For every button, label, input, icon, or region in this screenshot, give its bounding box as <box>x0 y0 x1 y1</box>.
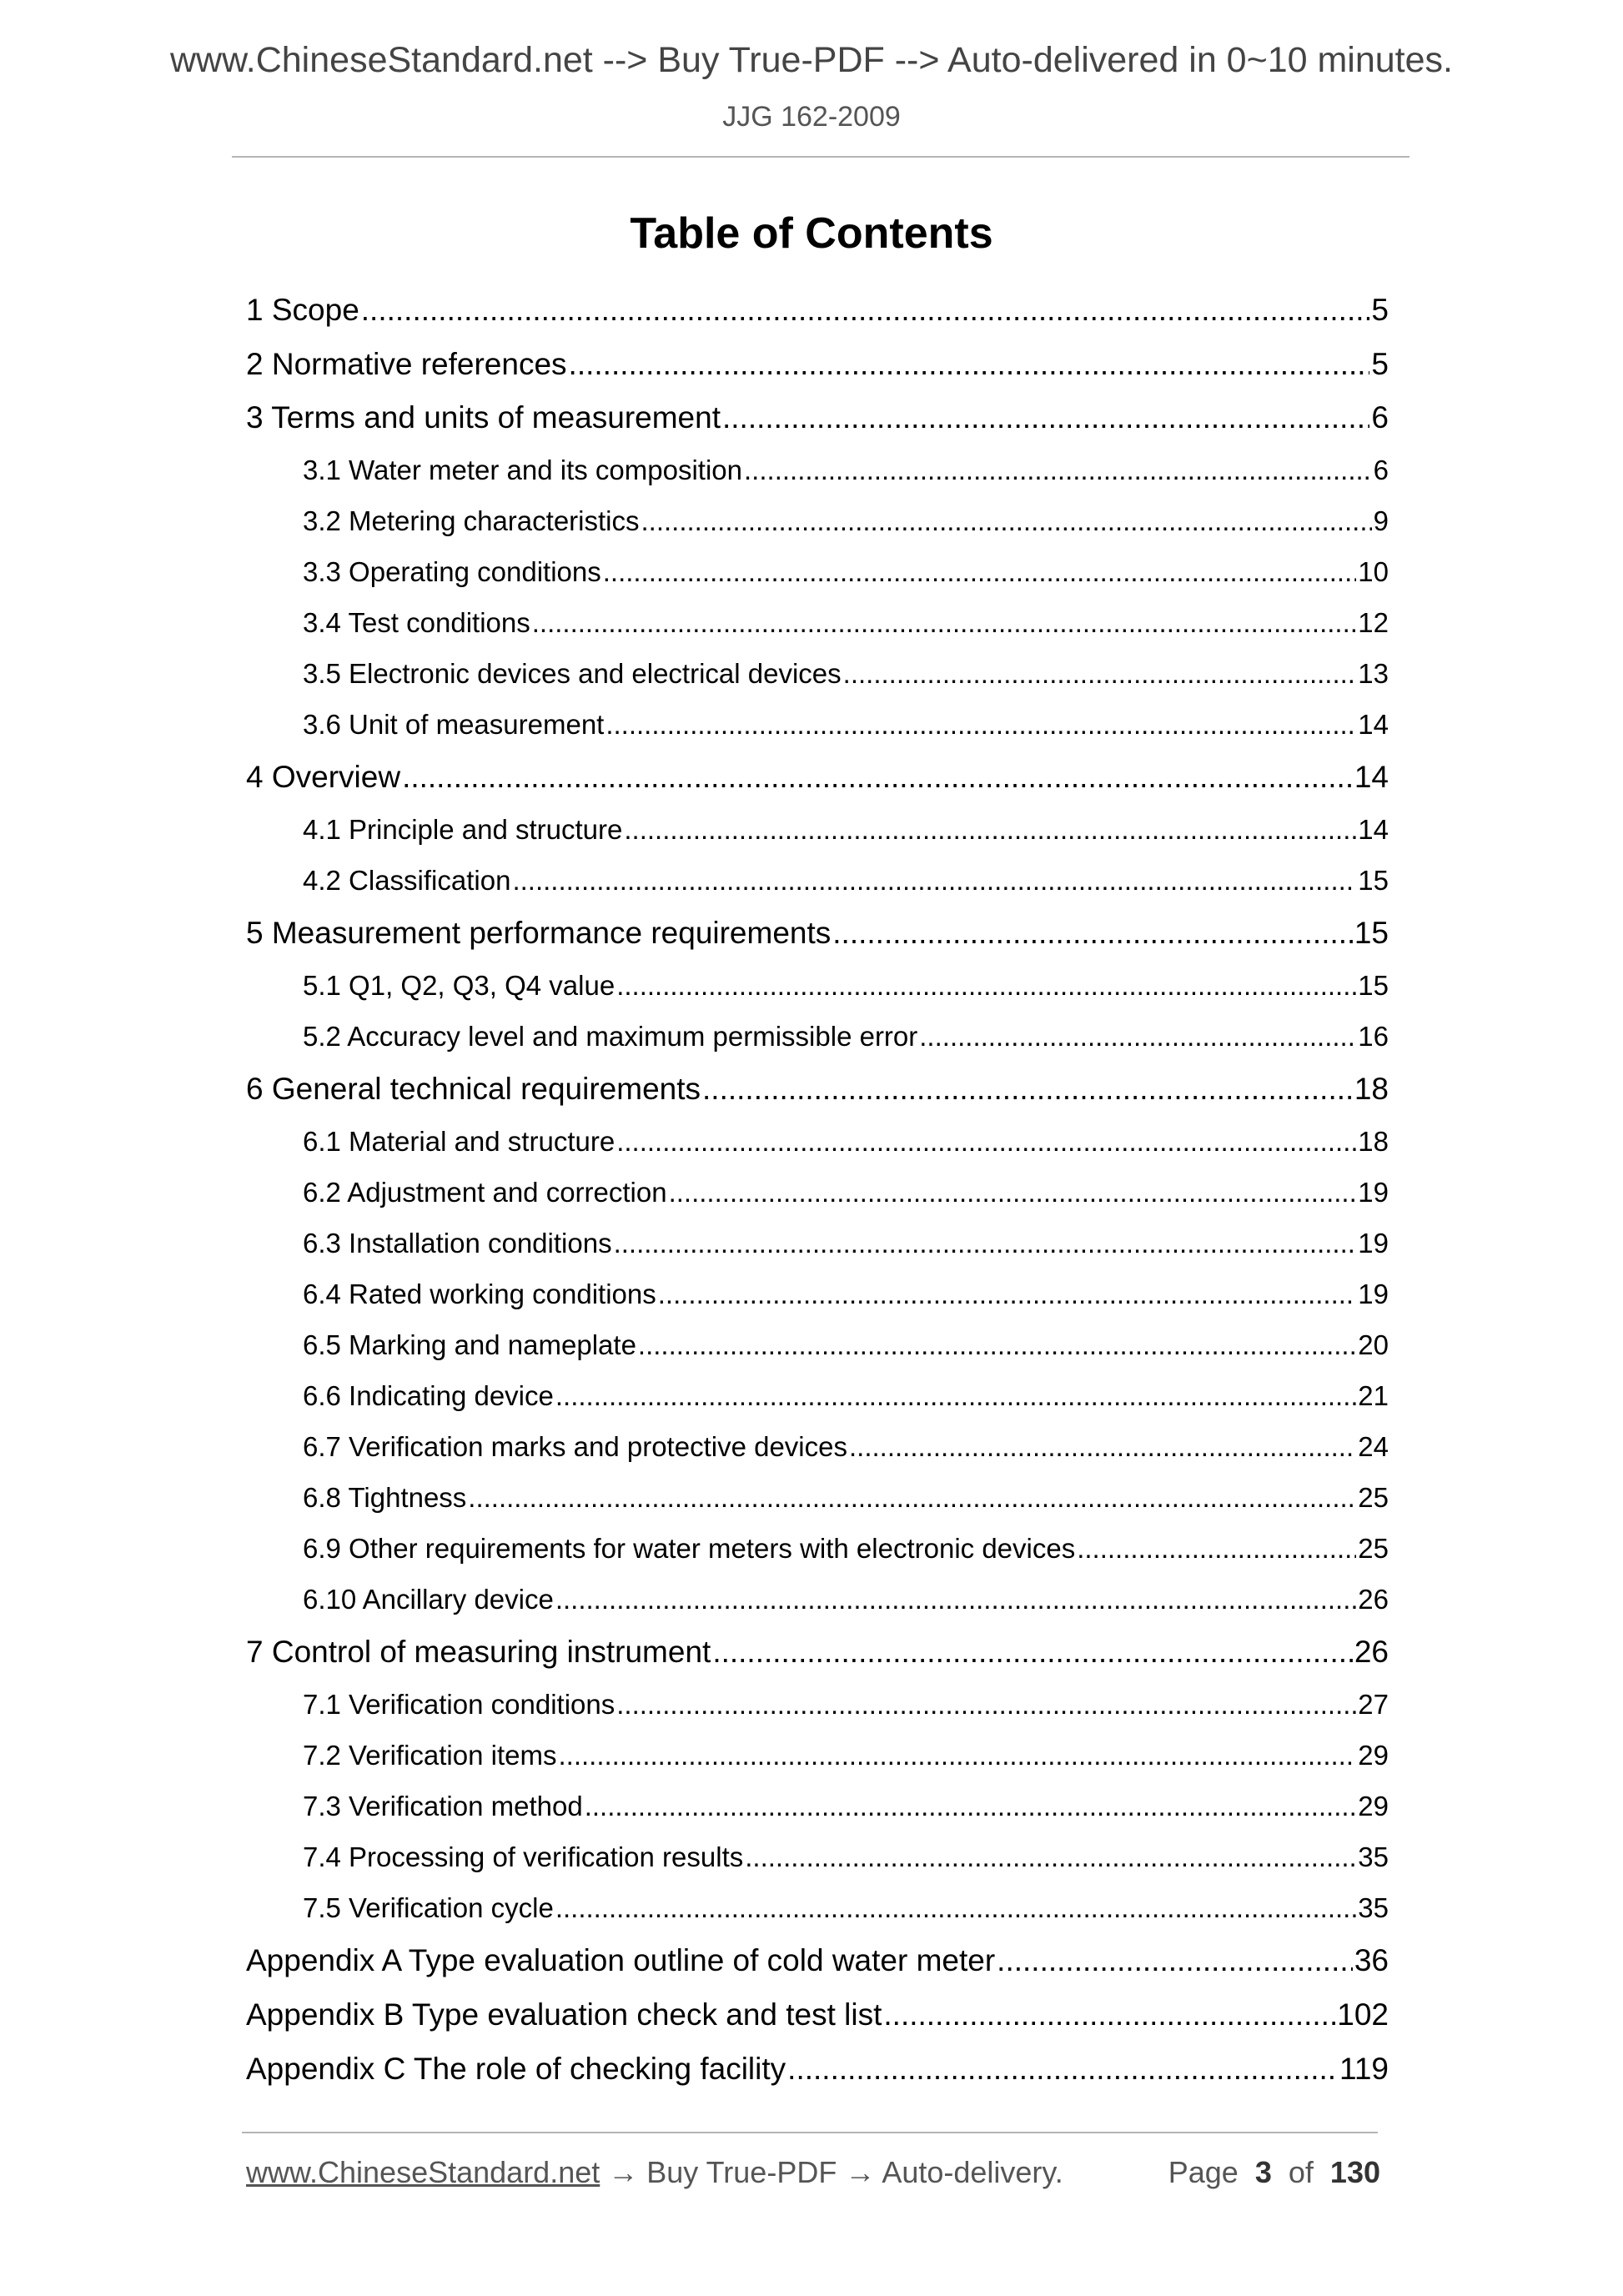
toc-leader <box>558 1731 1356 1781</box>
toc-entry[interactable] <box>246 1063 1389 1116</box>
of-word: of <box>1288 2155 1314 2189</box>
toc-entry[interactable] <box>303 961 1389 1011</box>
toc-label: 7.1 Verification conditions <box>303 1689 616 1720</box>
page-word: Page <box>1168 2155 1239 2189</box>
toc-entry[interactable] <box>303 856 1389 906</box>
toc-label: 6.6 Indicating device <box>303 1380 554 1411</box>
toc-leader <box>712 1625 1353 1679</box>
toc-label: 5.1 Q1, Q2, Q3, Q4 value <box>303 970 616 1001</box>
toc-label: 6.9 Other requirements for water meters with electronic devices <box>303 1533 1076 1564</box>
toc-leader <box>849 1422 1356 1472</box>
toc-leader <box>997 1934 1353 1987</box>
toc-page-number: 5 <box>1371 293 1389 327</box>
toc-label: 3.5 Electronic devices and electrical devices <box>303 658 842 689</box>
toc-label: 6.5 Marking and nameplate <box>303 1329 636 1360</box>
toc-page-number: 19 <box>1358 1228 1389 1259</box>
toc-label: 7.3 Verification method <box>303 1791 583 1821</box>
toc-entry[interactable] <box>303 1781 1389 1831</box>
header-banner: www.ChineseStandard.net --> Buy True-PDF --> Auto-delivered in 0~10 minutes. <box>169 40 1453 80</box>
document-number: JJG 162-2009 <box>722 101 901 133</box>
toc-entry[interactable] <box>303 649 1389 699</box>
footer-tagline: → Buy True-PDF → Auto-delivery. <box>600 2155 1063 2189</box>
toc-label: Appendix B Type evaluation check and test list <box>246 1997 882 2032</box>
toc-leader <box>658 1269 1357 1319</box>
toc-label: 1 Scope <box>246 293 359 327</box>
toc-page-number: 35 <box>1358 1841 1389 1872</box>
toc-entry[interactable] <box>303 1218 1389 1269</box>
toc-entry[interactable] <box>303 1832 1389 1882</box>
toc-page-number: 10 <box>1358 556 1389 587</box>
toc-label: 3.1 Water meter and its composition <box>303 455 743 485</box>
toc-leader <box>616 961 1356 1011</box>
toc-label: 7.5 Verification cycle <box>303 1892 554 1923</box>
toc-leader <box>402 751 1353 804</box>
toc-leader <box>843 649 1357 699</box>
toc-page-number: 21 <box>1358 1380 1389 1411</box>
toc-entry[interactable] <box>246 338 1389 391</box>
toc-entry[interactable] <box>303 1422 1389 1472</box>
toc-page-number: 18 <box>1358 1126 1389 1157</box>
toc-entry[interactable] <box>246 1625 1389 1679</box>
toc-entry[interactable] <box>246 1934 1389 1987</box>
toc-leader <box>641 496 1372 546</box>
toc-label: 6.10 Ancillary device <box>303 1584 554 1615</box>
toc-label: 3 Terms and units of measurement <box>246 400 721 435</box>
toc-leader <box>669 1168 1357 1218</box>
toc-page-number: 19 <box>1358 1177 1389 1208</box>
toc-label: Appendix C The role of checking facility <box>246 2052 786 2086</box>
toc-page-number: 12 <box>1358 607 1389 638</box>
toc-entry[interactable] <box>303 1168 1389 1218</box>
toc-page-number: 26 <box>1354 1635 1389 1669</box>
page-footer <box>246 2152 1380 2193</box>
toc-leader <box>603 547 1357 597</box>
toc-leader <box>532 598 1357 648</box>
toc-page-number: 18 <box>1354 1072 1389 1106</box>
toc-entry[interactable] <box>303 805 1389 855</box>
toc-entry[interactable] <box>303 1575 1389 1625</box>
toc-leader <box>883 1988 1335 2042</box>
toc-entry[interactable] <box>303 598 1389 648</box>
toc-label: 4.1 Principle and structure <box>303 814 623 845</box>
toc-label: 7 Control of measuring instrument <box>246 1635 711 1669</box>
toc-label: 6.3 Installation conditions <box>303 1228 612 1259</box>
toc-label: 6.8 Tightness <box>303 1482 467 1513</box>
toc-label: 6.4 Rated working conditions <box>303 1279 656 1309</box>
toc-leader <box>702 1063 1353 1116</box>
toc-leader <box>1077 1524 1356 1574</box>
toc-entry[interactable] <box>246 1988 1389 2042</box>
toc-entry[interactable] <box>303 1117 1389 1167</box>
toc-page-number: 25 <box>1358 1533 1389 1564</box>
toc-leader <box>555 1883 1356 1933</box>
toc-entry[interactable] <box>303 1012 1389 1062</box>
toc-page-number: 5 <box>1371 347 1389 381</box>
toc-entry[interactable] <box>303 496 1389 546</box>
toc-leader <box>787 2042 1338 2096</box>
toc-page-number: 29 <box>1358 1791 1389 1821</box>
toc-entry[interactable] <box>246 2042 1389 2096</box>
toc-leader <box>832 907 1353 960</box>
toc-leader <box>555 1371 1356 1421</box>
toc-page-number: 35 <box>1358 1892 1389 1923</box>
toc-page-number: 9 <box>1373 505 1389 536</box>
toc-leader <box>569 338 1370 391</box>
page-title: Table of Contents <box>630 209 993 258</box>
toc-entry[interactable] <box>303 1371 1389 1421</box>
toc-entry[interactable] <box>303 1883 1389 1933</box>
toc-page-number: 13 <box>1358 658 1389 689</box>
toc-page-number: 36 <box>1354 1943 1389 1977</box>
toc-page-number: 15 <box>1358 865 1389 896</box>
toc-label: 5.2 Accuracy level and maximum permissible error <box>303 1021 918 1052</box>
toc-page-number: 15 <box>1354 916 1389 950</box>
toc-entry[interactable] <box>303 1320 1389 1370</box>
toc-page-number: 14 <box>1358 814 1389 845</box>
toc-entry[interactable] <box>246 391 1389 445</box>
toc-entry[interactable] <box>303 1680 1389 1730</box>
toc-leader <box>624 805 1356 855</box>
toc-leader <box>616 1117 1356 1167</box>
toc-entry[interactable] <box>303 1731 1389 1781</box>
toc-entry[interactable] <box>246 284 1389 337</box>
toc-page-number: 6 <box>1373 455 1389 485</box>
toc-page-number: 14 <box>1354 760 1389 794</box>
footer-site-link[interactable]: www.ChineseStandard.net <box>246 2155 600 2189</box>
toc-label: 7.4 Processing of verification results <box>303 1841 744 1872</box>
toc-leader <box>468 1473 1356 1523</box>
toc-page-number: 26 <box>1358 1584 1389 1615</box>
toc-label: 3.3 Operating conditions <box>303 556 601 587</box>
toc-leader <box>555 1575 1356 1625</box>
toc-page-number: 119 <box>1339 2052 1389 2086</box>
toc-page-number: 20 <box>1358 1329 1389 1360</box>
toc-leader <box>638 1320 1356 1370</box>
toc-page-number: 29 <box>1358 1740 1389 1771</box>
toc-page-number: 6 <box>1371 400 1389 435</box>
toc-entry[interactable] <box>303 547 1389 597</box>
toc-entry[interactable] <box>303 1269 1389 1319</box>
toc-leader <box>614 1218 1357 1269</box>
toc-entry[interactable] <box>303 445 1389 495</box>
toc-leader <box>605 700 1356 750</box>
page-total: 130 <box>1329 2155 1380 2189</box>
toc-page-number: 15 <box>1358 970 1389 1001</box>
toc-page-number: 19 <box>1358 1279 1389 1309</box>
footer-promo <box>246 2152 1063 2193</box>
toc-label: 6.2 Adjustment and correction <box>303 1177 667 1208</box>
toc-leader <box>744 445 1372 495</box>
toc-label: 6.1 Material and structure <box>303 1126 616 1157</box>
table-of-contents <box>246 0 1389 2296</box>
toc-leader <box>361 284 1370 337</box>
toc-page-number: 14 <box>1358 709 1389 740</box>
toc-label: 2 Normative references <box>246 347 567 381</box>
toc-entry[interactable] <box>246 751 1389 804</box>
toc-label: 3.4 Test conditions <box>303 607 530 638</box>
toc-label: Appendix A Type evaluation outline of cold water meter <box>246 1943 996 1977</box>
footer-divider <box>242 2132 1378 2133</box>
toc-label: 6.7 Verification marks and protective devices <box>303 1431 847 1462</box>
toc-entry[interactable] <box>246 907 1389 960</box>
toc-entry[interactable] <box>303 1524 1389 1574</box>
toc-leader <box>585 1781 1357 1831</box>
toc-page-number: 25 <box>1358 1482 1389 1513</box>
toc-label: 3.2 Metering characteristics <box>303 505 640 536</box>
toc-leader <box>616 1680 1356 1730</box>
toc-leader <box>722 391 1369 445</box>
toc-label: 4.2 Classification <box>303 865 511 896</box>
toc-label: 4 Overview <box>246 760 401 794</box>
toc-leader <box>512 856 1356 906</box>
toc-leader <box>919 1012 1356 1062</box>
page-indicator <box>1168 2152 1380 2193</box>
toc-entry[interactable] <box>303 700 1389 750</box>
toc-page-number: 27 <box>1358 1689 1389 1720</box>
toc-page-number: 24 <box>1358 1431 1389 1462</box>
toc-label: 5 Measurement performance requirements <box>246 916 832 950</box>
toc-label: 6 General technical requirements <box>246 1072 701 1106</box>
toc-page-number: 102 <box>1337 1997 1389 2032</box>
toc-label: 7.2 Verification items <box>303 1740 557 1771</box>
page-current: 3 <box>1254 2155 1272 2189</box>
toc-leader <box>745 1832 1356 1882</box>
toc-page-number: 16 <box>1358 1021 1389 1052</box>
toc-label: 3.6 Unit of measurement <box>303 709 605 740</box>
toc-entry[interactable] <box>303 1473 1389 1523</box>
